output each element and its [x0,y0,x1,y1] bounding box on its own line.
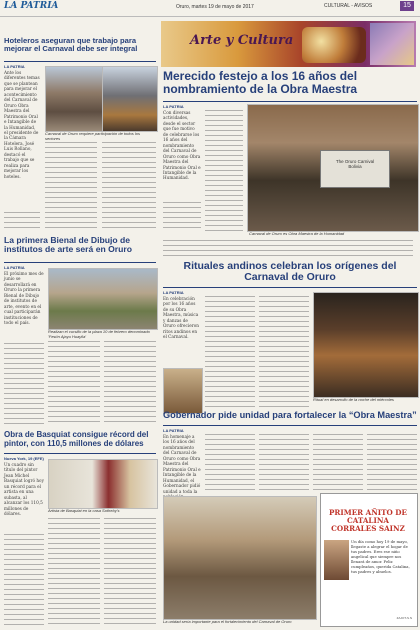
hoteleros-photo-2 [102,66,158,132]
arte-cultura-title: Arte y Cultura [190,33,294,48]
masthead: LA PATRIA [4,1,59,11]
bienal-kicker: LA PATRIA [4,265,25,270]
bienal-body-col2 [48,341,100,425]
rituales-lead: En celebración por los 16 años de su Obra Maestra, música y danzas de Oruro ofrecieron ritos andinos en el Carnaval. [163,296,199,340]
basquiat-lead: Un cuadro sin título del pintor Jean Michel Basquiat logró hoy un récord para el artista en una subasta, al alcanzar los 110,5 millones de dólares. [4,462,44,517]
gobernador-kicker: LA PATRIA [163,428,184,433]
birthday-notice-footer: ZAJOT-S.N [396,616,412,620]
gobernador-headline: Gobernador pide unidad para fortalecer la “Obra Maestra” [163,410,417,420]
hoteleros-kicker: LA PATRIA [4,64,25,69]
gobernador-body-col5 [367,434,417,490]
basquiat-body-col1 [4,534,44,626]
merecido-headline: Merecido festejo a los 16 años del nombramiento de la Obra Maestra [163,69,358,96]
merecido-body-col1 [163,202,201,232]
rituales-headline: Rituales andinos celebran los orígenes del Carnaval de Oruro [183,260,397,284]
divider [163,287,417,288]
hoteleros-body-col3 [102,142,156,228]
rituales-photo [313,292,419,398]
bienal-body-col1 [4,343,44,425]
basquiat-body-col2 [48,518,100,626]
rituales-body-col2 [205,296,255,410]
bienal-body-col3 [104,341,156,425]
divider [163,425,417,426]
hoteleros-headline: Hoteleros aseguran que trabajo para mejorar el Carnaval debe ser integral [4,36,138,54]
gobernador-body-col3 [259,434,309,494]
merecido-lead: Con diversas actividades, desde el sector que fue motivo de celebrarse los 16 años del nombramiento del Carnaval de Oruro como Obra Maestra del Patrimonio Oral e Intangible de la Humanidad. [163,110,201,181]
plaque-line-1: The Oruro Carnival [335,159,375,164]
rituales-photo-small [163,368,203,414]
bienal-lead: El próximo mes de junio se desarrollará en Oruro la primera Bienal de Dibujo de institutos de arte, evento en el cual participarán instituciones de todo el país. [4,271,44,326]
basquiat-body-col3 [104,518,156,626]
gobernador-lead: En homenaje a los 16 años del nombramiento del Carnaval de Oruro como Obra Maestra del Patrimonio Oral e Intangible de la Humanidad, el Gobernador pidió unidad a toda la [163,434,201,494]
section-label: CULTURAL - AVISOS [324,3,373,9]
merecido-body-lower [163,240,413,258]
hoteleros-lead: Ante los diferentes temas que se plantean para mejorar el acontecimiento del Carnaval de Oruro Obra Maestra del Patrimonio Oral e Intangible de la Humanidad, el presidente de la Cámara Hotelera, José Luis Rollano, destacó el trabajo que se realiza para mejorar los hoteles. [4,70,40,179]
divider [4,262,156,263]
basquiat-caption: Artista de Basquiat en la casa Sotheby's [48,508,120,513]
basquiat-photo [48,459,158,509]
bienal-caption: Realizan el cursillo de la plaza 10 de febrero denominado 'Festín Ajayu Huaylla' [48,329,150,339]
merecido-body-col2 [205,110,243,232]
basquiat-headline: Obra de Basquiat consigue récord del pintor, con 110,5 millones de dólares [4,430,149,448]
hoteleros-body-col2 [45,142,97,228]
plaque-line-2: Bolivia [348,164,362,170]
gobernador-body-col4 [313,434,363,490]
birthday-photo [324,540,349,580]
rituales-kicker: LA PATRIA [163,290,184,295]
basquiat-kicker: Nueva York, 19 (EFE) [4,456,44,461]
bienal-headline: La primera Bienal de Dibujo de institutos de arte será en Oruro [4,235,132,255]
unesco-plaque [320,150,390,188]
rituales-caption: Ritual en desarrollo de la noche del miércoles [313,397,394,402]
divider [4,61,156,62]
gobernador-photo [163,496,317,620]
merecido-caption: Carnaval de Oruro es Obra Maestra de la Humanidad [249,231,345,236]
hoteleros-photo [45,66,103,132]
page-number: 15 [400,1,414,11]
hoteleros-caption: Carnaval de Oruro requiere participación de todos los sectores [45,131,140,141]
rituales-body-col3 [259,296,309,410]
gobernador-caption: La unidad sería importante para el fortalecimiento del Carnaval de Oruro [163,619,292,624]
banner-mask-image [370,23,414,65]
birthday-notice-title: PRIMER AÑITO DE CATALINA CORRALES SAINZ [329,508,407,533]
bienal-photo [48,268,158,330]
divider [4,453,156,454]
birthday-notice-text: Un día como hoy 19 de mayo, llegaste a alegrar el hogar de tus padres. Eres ese niño angelical que siempre nos llenará de amor. Feliz cumpleaños, querida Catalina, tus padres y abuelos. [351,539,410,574]
divider [163,101,417,102]
hoteleros-body-col1 [4,212,40,228]
merecido-kicker: LA PATRIA [163,104,184,109]
gobernador-body-col2 [205,434,255,494]
banner-painting [302,27,366,63]
dateline: Oruro, martes 19 de mayo de 2017 [176,4,254,10]
